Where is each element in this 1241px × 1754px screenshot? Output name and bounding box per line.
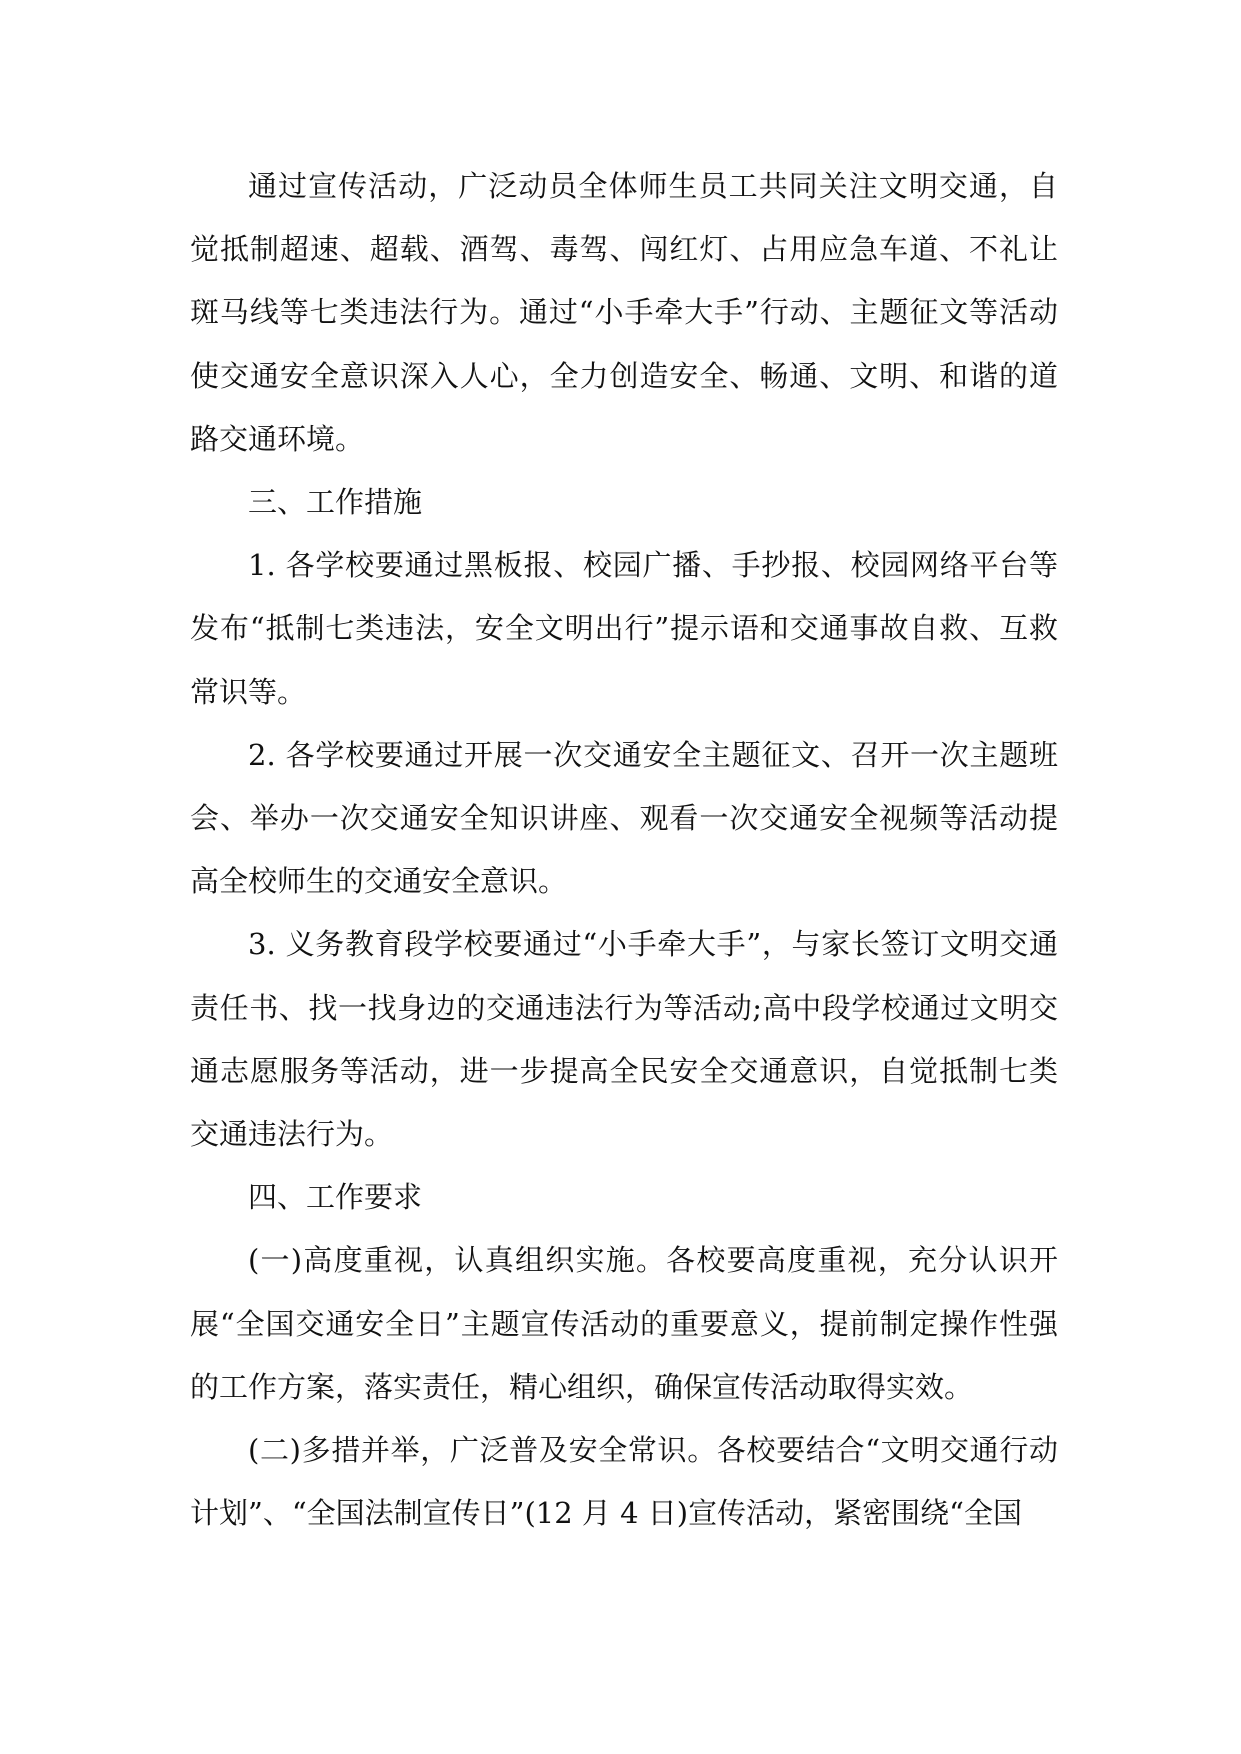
section-heading: 四、工作要求 <box>248 1180 423 1215</box>
list-item: 2. 各学校要通过开展一次交通安全主题征文、召开一次主题班会、举办一次交通安全知识讲座、观看一次交通安全视频等活动提高全校师生的交通安全意识。 <box>190 737 1058 899</box>
list-item: 1. 各学校要通过黑板报、校园广播、手抄报、校园网络平台等发布“抵制七类违法，安全文明出行”提示语和交通事故自救、互救常识等。 <box>190 548 1058 709</box>
body-paragraph: 通过宣传活动，广泛动员全体师生员工共同关注文明交通，自觉抵制超速、超载、酒驾、毒驾、闯红灯、占用应急车道、不礼让斑马线等七类违法行为。通过“小手牵大手”行动、主题征文等活动使交通安全意识深入人心，全力创造安全、畅通、文明、和谐的道路交通环境。 <box>190 169 1058 456</box>
list-item: 3. 义务教育段学校要通过“小手牵大手”，与家长签订文明交通责任书、找一找身边的交通违法行为等活动;高中段学校通过文明交通志愿服务等活动，进一步提高全民安全交通意识，自觉抵制七类交通违法行为。 <box>190 927 1058 1152</box>
requirement-paragraph: (一)高度重视，认真组织实施。各校要高度重视，充分认识开展“全国交通安全日”主题宣传活动的重要意义，提前制定操作性强的工作方案，落实责任，精心组织，确保宣传活动取得实效。 <box>190 1243 1058 1404</box>
document-body <box>190 155 1058 1545</box>
requirement-paragraph: (二)多措并举，广泛普及安全常识。各校要结合“文明交通行动计划”、“全国法制宣传日”(12 月 4 日)宣传活动，紧密围绕“全国 <box>190 1433 1058 1531</box>
section-heading: 三、工作措施 <box>248 485 423 520</box>
